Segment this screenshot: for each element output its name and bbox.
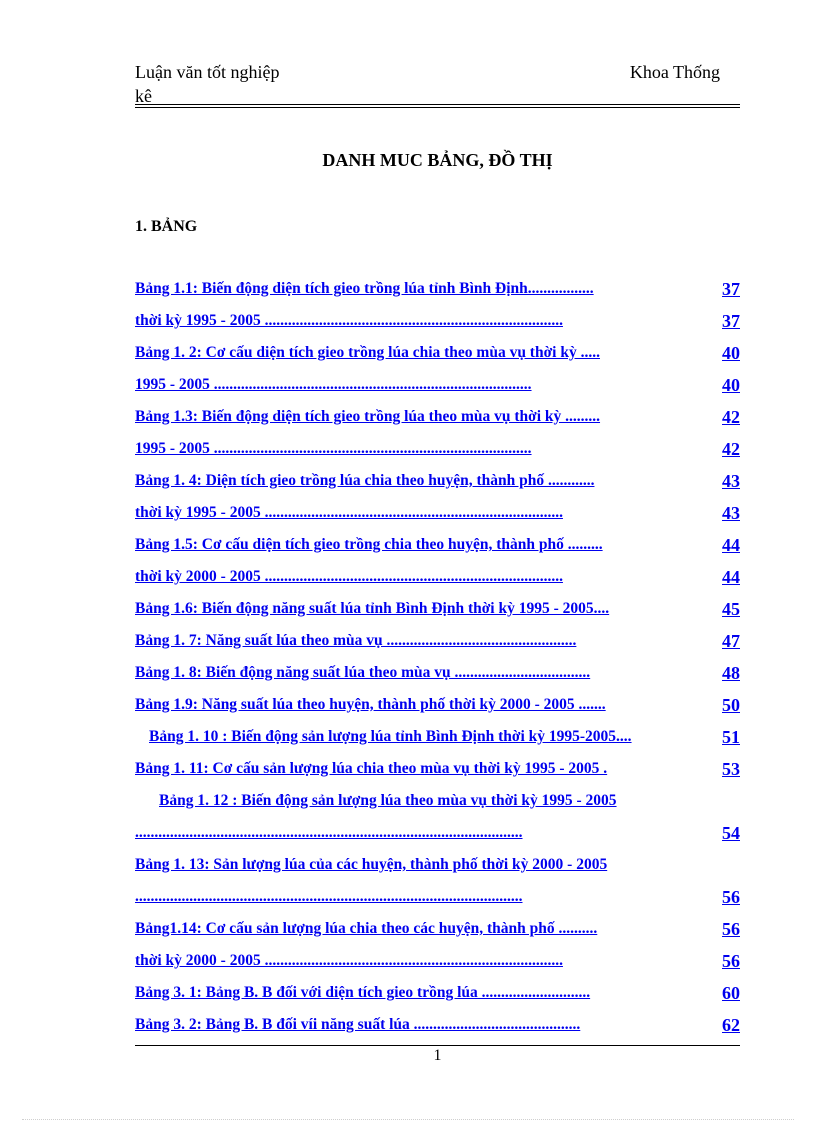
toc-row [135, 466, 740, 498]
toc-page-number: 51 [719, 726, 740, 748]
toc-page-number: 56 [719, 950, 740, 972]
toc-row [135, 370, 740, 402]
toc-row [135, 722, 740, 754]
toc-row [135, 1010, 740, 1042]
toc-link-text: Bảng 3. 2: Bảng B. B đối víi năng suất lúa ........................................... [135, 1016, 581, 1033]
toc-page-number: 44 [719, 566, 740, 588]
toc-row [135, 882, 740, 914]
toc-row [135, 658, 740, 690]
toc-link-text: Bảng 1.5: Cơ cấu diện tích gieo trồng chia theo huyện, thành phố ......... [135, 536, 603, 553]
toc-row [135, 562, 740, 594]
toc-row [135, 914, 740, 946]
toc-link[interactable] [135, 758, 740, 780]
toc-page-number: 56 [719, 918, 740, 940]
toc-link[interactable] [135, 918, 740, 940]
page-number: 1 [433, 1047, 442, 1064]
toc-page-number: 60 [719, 982, 740, 1004]
toc-link[interactable] [135, 854, 740, 876]
toc-link-text: thời kỳ 1995 - 2005 ............................................................................. [135, 504, 563, 521]
toc-row [135, 690, 740, 722]
toc-page-number: 45 [719, 598, 740, 620]
toc-link[interactable] [135, 598, 740, 620]
toc-link[interactable] [135, 310, 740, 332]
header-rule-bottom [135, 107, 740, 108]
toc-link-text: Bảng 1. 7: Năng suất lúa theo mùa vụ ................................................. [135, 632, 577, 649]
toc-link[interactable] [135, 566, 740, 588]
toc-page-number: 62 [719, 1014, 740, 1036]
toc-link-text: Bảng 1. 12 : Biến động sản lượng lúa theo mùa vụ thời kỳ 1995 - 2005 [159, 792, 617, 809]
section-heading: 1. BẢNG [135, 218, 198, 235]
header-left-line1: Luận văn tốt nghiệp [135, 62, 280, 82]
toc-link-text: Bảng 1.6: Biến động năng suất lúa tỉnh Bình Định thời kỳ 1995 - 2005.... [135, 600, 610, 617]
toc-row [135, 274, 740, 306]
toc-row [135, 402, 740, 434]
toc-link-text: Bảng 1.1: Biến động diện tích gieo trồng lúa tỉnh Bình Định................. [135, 280, 594, 297]
toc-link[interactable] [135, 662, 740, 684]
toc-link[interactable] [135, 534, 740, 556]
toc-page-number: 42 [719, 406, 740, 428]
toc-row [135, 754, 740, 786]
toc-page-number: 48 [719, 662, 740, 684]
toc-page-number: 47 [719, 630, 740, 652]
toc-page-number: 43 [719, 470, 740, 492]
toc-link-text: Bảng 1. 11: Cơ cấu sản lượng lúa chia theo mùa vụ thời kỳ 1995 - 2005 . [135, 760, 608, 777]
toc-row [135, 946, 740, 978]
toc-link[interactable] [135, 1014, 740, 1036]
toc-row [135, 786, 740, 818]
toc-row [135, 978, 740, 1010]
toc-link-text: Bảng 1. 4: Diện tích gieo trồng lúa chia theo huyện, thành phố ............ [135, 472, 595, 489]
table-list [135, 274, 740, 1042]
toc-link-text: 1995 - 2005 .................................................................................. [135, 440, 532, 457]
toc-link-text: Bảng 1. 13: Sản lượng lúa của các huyện, thành phố thời kỳ 2000 - 2005 [135, 856, 608, 873]
header-rule-top [135, 104, 740, 105]
toc-link[interactable] [135, 278, 740, 300]
toc-page-number: 37 [719, 278, 740, 300]
toc-link-text: Bảng1.14: Cơ cấu sản lượng lúa chia theo các huyện, thành phố .......... [135, 920, 598, 937]
toc-link-text: 1995 - 2005 .................................................................................. [135, 376, 532, 393]
page-title: DANH MUC BẢNG, ĐỒ THỊ [322, 150, 553, 170]
toc-link-text: .................................................................................................... [135, 824, 523, 841]
toc-link-text: .................................................................................................... [135, 888, 523, 905]
toc-link-text: Bảng 1. 8: Biến động năng suất lúa theo mùa vụ ................................... [135, 664, 591, 681]
toc-link-text: Bảng 1.3: Biến động diện tích gieo trồng lúa theo mùa vụ thời kỳ ......... [135, 408, 601, 425]
toc-link-text: Bảng 1. 10 : Biến động sản lượng lúa tỉnh Bình Định thời kỳ 1995-2005.... [149, 728, 632, 745]
toc-row [135, 626, 740, 658]
toc-page-number: 44 [719, 534, 740, 556]
toc-row [135, 434, 740, 466]
toc-link[interactable] [135, 950, 740, 972]
toc-link[interactable] [135, 374, 740, 396]
toc-link[interactable] [135, 406, 740, 428]
toc-link[interactable] [135, 726, 740, 748]
toc-row [135, 498, 740, 530]
toc-page-number: 37 [719, 310, 740, 332]
toc-page-number: 40 [719, 374, 740, 396]
toc-row [135, 530, 740, 562]
toc-link[interactable] [135, 982, 740, 1004]
toc-link-text: thời kỳ 2000 - 2005 ............................................................................. [135, 568, 563, 585]
toc-link[interactable] [135, 694, 740, 716]
toc-page-number: 56 [719, 886, 740, 908]
toc-link-text: thời kỳ 1995 - 2005 ............................................................................. [135, 312, 563, 329]
header-right: Khoa Thống [629, 62, 720, 82]
toc-page-number: 50 [719, 694, 740, 716]
toc-row [135, 850, 740, 882]
toc-link-text: Bảng 1. 2: Cơ cấu diện tích gieo trồng lúa chia theo mùa vụ thời kỳ ..... [135, 344, 600, 361]
toc-link[interactable] [135, 470, 740, 492]
toc-link-text: Bảng 1.9: Năng suất lúa theo huyện, thành phố thời kỳ 2000 - 2005 ....... [135, 696, 606, 713]
toc-row [135, 594, 740, 626]
header-left [135, 60, 279, 108]
toc-page-number: 54 [719, 822, 740, 844]
toc-link[interactable] [135, 822, 740, 844]
toc-link[interactable] [135, 502, 740, 524]
toc-link[interactable] [135, 342, 740, 364]
toc-row [135, 306, 740, 338]
toc-page-number: 42 [719, 438, 740, 460]
toc-row [135, 338, 740, 370]
page-edge-dotted-line [22, 1119, 794, 1120]
header-left-line2: kê [135, 86, 152, 106]
toc-page-number: 53 [719, 758, 740, 780]
footer-rule [135, 1045, 740, 1046]
toc-link-text: thời kỳ 2000 - 2005 ............................................................................. [135, 952, 563, 969]
toc-page-number: 40 [719, 342, 740, 364]
toc-link[interactable] [135, 438, 740, 460]
toc-link[interactable] [135, 630, 740, 652]
toc-row [135, 818, 740, 850]
toc-link-text: Bảng 3. 1: Bảng B. B đối với diện tích gieo trồng lúa ............................ [135, 984, 591, 1001]
toc-link[interactable] [135, 886, 740, 908]
toc-page-number: 43 [719, 502, 740, 524]
toc-link[interactable] [135, 790, 740, 812]
